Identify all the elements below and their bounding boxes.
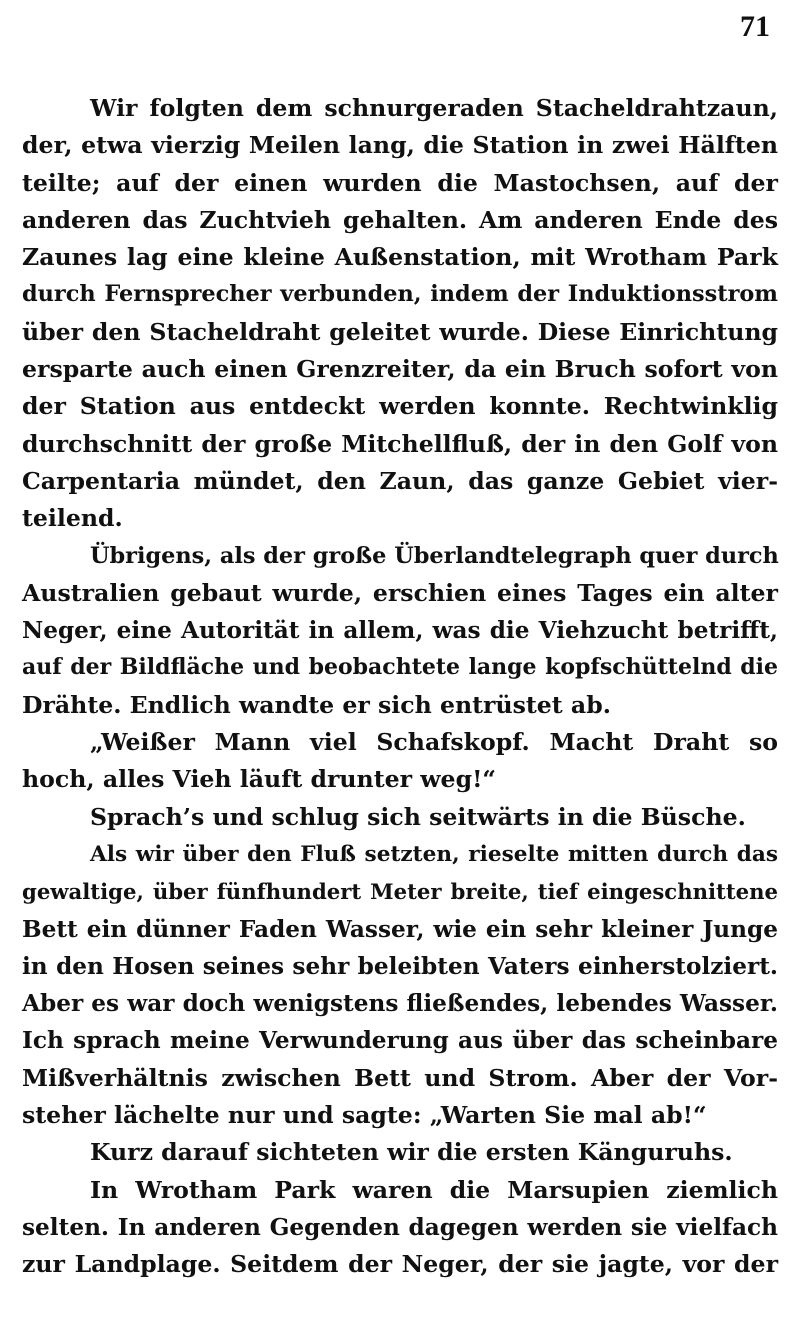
- text-line: Zaunes lag eine kleine Außenstation, mit Wrotham Park: [22, 243, 778, 272]
- text-line: über den Stacheldraht geleitet wurde. Diese Einrichtung: [22, 317, 778, 346]
- text-line: ersparte auch einen Grenzreiter, da ein Bruch sofort von: [22, 355, 778, 384]
- text-line: Bett ein dünner Faden Wasser, wie ein sehr kleiner Junge: [22, 915, 778, 943]
- text-line: Übrigens, als der große Überlandtelegraph quer durch: [90, 542, 779, 569]
- text-line: Ich sprach meine Verwunderung aus über das scheinbare: [22, 1027, 778, 1055]
- text-line: durch Fernsprecher verbunden, indem der Induktionsstrom: [22, 281, 778, 308]
- text-line: Wir folgten dem schnurgeraden Stacheldrahtzaun,: [90, 94, 778, 122]
- text-line: „Weißer Mann viel Schafskopf. Macht Draht so: [90, 728, 778, 757]
- text-line: hoch, alles Vieh läuft drunter weg!“: [22, 765, 496, 794]
- text-line: der, etwa vierzig Meilen lang, die Station in zwei Hälften: [22, 131, 778, 160]
- text-line: durchschnitt der große Mitchellfluß, der in den Golf von: [22, 429, 778, 458]
- text-line: teilend.: [22, 504, 123, 533]
- text-line: steher lächelte nur und sagte: „Warten Sie mal ab!“: [22, 1101, 707, 1130]
- text-line: in den Hosen seines sehr beleibten Vaters einherstolziert.: [22, 952, 778, 980]
- text-line: auf der Bildfläche und beobachtete lange kopfschüttelnd die: [22, 654, 778, 681]
- text-line: Aber es war doch wenigstens fließendes, lebendes Wasser.: [22, 990, 778, 1018]
- page-number: 71: [740, 10, 770, 43]
- text-line: Drähte. Endlich wandte er sich entrüstet ab.: [22, 690, 611, 719]
- text-line: Sprach’s und schlug sich seitwärts in die Büsche.: [90, 802, 746, 831]
- text-line: anderen das Zuchtvieh gehalten. Am anderen Ende des: [22, 205, 778, 234]
- text-line: Australien gebaut wurde, erschien eines Tages ein alter: [22, 578, 778, 607]
- text-line: Kurz darauf sichteten wir die ersten Känguruhs.: [90, 1138, 733, 1167]
- text-line: Als wir über den Fluß setzten, rieselte mitten durch das: [90, 841, 778, 867]
- text-line: selten. In anderen Gegenden dagegen werden sie vielfach: [22, 1213, 778, 1241]
- text-line: der Station aus entdeckt werden konnte. Rechtwinklig: [22, 392, 778, 421]
- text-line: gewaltige, über fünfhundert Meter breite, tief eingeschnittene: [22, 879, 778, 905]
- text-line: Carpentaria mündet, den Zaun, das ganze Gebiet vier-: [22, 466, 778, 495]
- text-line: Mißverhältnis zwischen Bett und Strom. Aber der Vor-: [22, 1063, 778, 1092]
- text-line: teilte; auf der einen wurden die Mastochsen, auf der: [22, 168, 778, 197]
- text-line: In Wrotham Park waren die Marsupien ziemlich: [90, 1175, 778, 1204]
- text-line: zur Landplage. Seitdem der Neger, der sie jagte, vor der: [22, 1250, 778, 1279]
- body-text: [22, 90, 778, 1284]
- text-line: Neger, eine Autorität in allem, was die Viehzucht betrifft,: [22, 617, 778, 645]
